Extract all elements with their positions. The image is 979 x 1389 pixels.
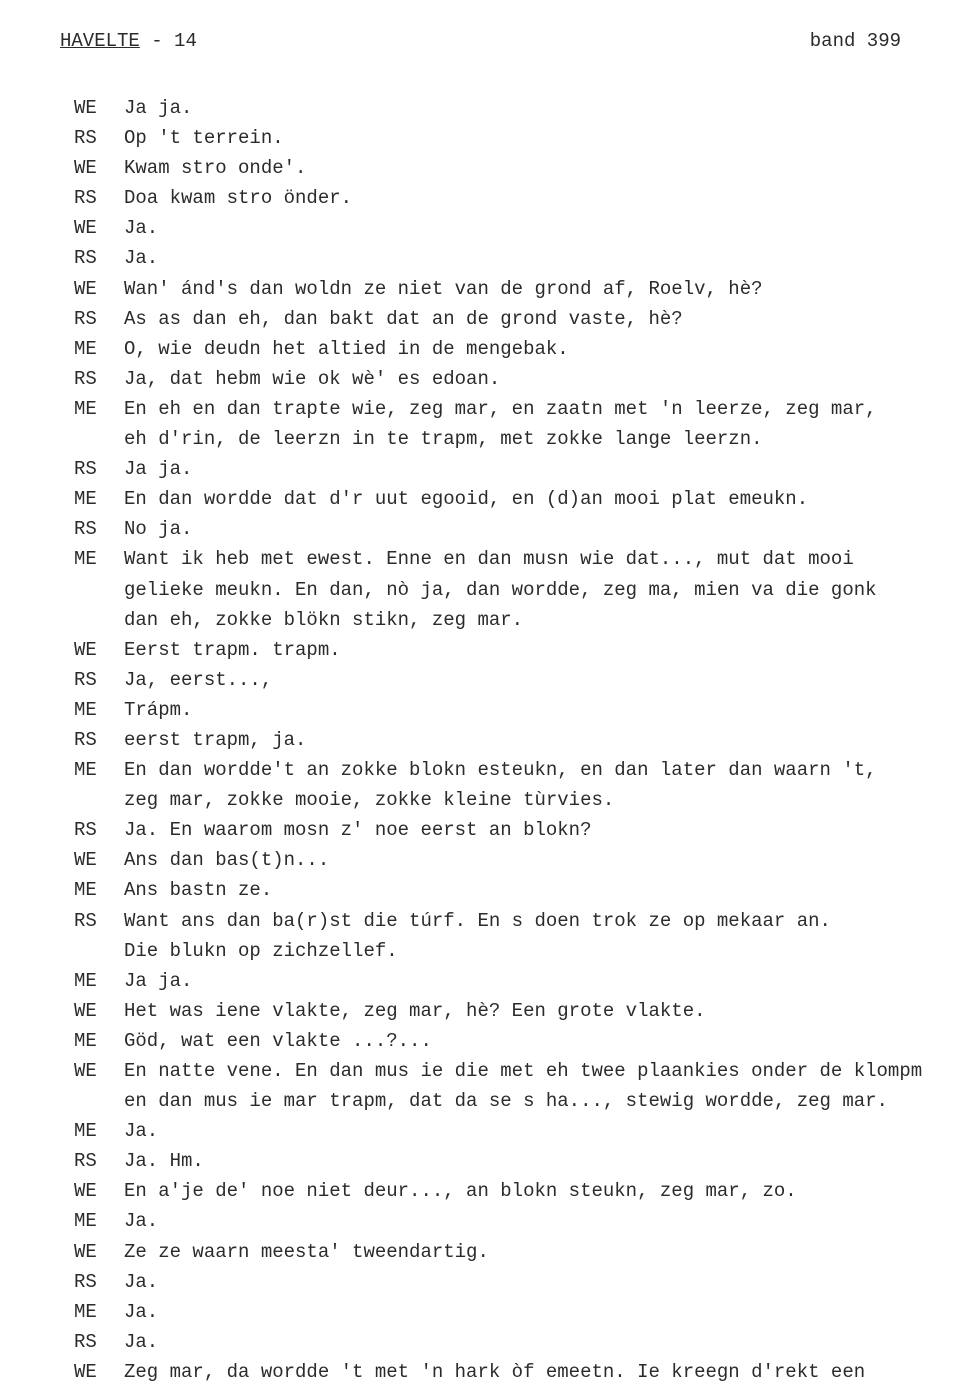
speaker-label: WE	[74, 849, 97, 872]
utterance	[124, 364, 979, 394]
speaker-label: ME	[74, 698, 97, 721]
utterance-line: Ja ja.	[124, 97, 193, 119]
transcript-turn	[74, 514, 979, 544]
utterance-line: En dan wordde't an zokke blokn esteukn, en dan later dan waarn 't,	[124, 759, 877, 782]
transcript-turn	[74, 1237, 979, 1267]
transcript-turn	[74, 845, 979, 875]
transcript-turn	[74, 484, 979, 514]
transcript-turn	[74, 213, 979, 243]
utterance	[124, 665, 979, 695]
speaker-label: RS	[74, 1150, 97, 1173]
utterance	[124, 123, 979, 153]
utterance	[124, 1146, 979, 1176]
speaker-label: WE	[74, 999, 97, 1022]
speaker-label: WE	[74, 277, 97, 300]
utterance-line: en dan mus ie mar trapm, dat da se s ha..., stewig wordde, zeg mar.	[124, 1090, 888, 1113]
speaker-label: ME	[74, 397, 97, 420]
transcript-turn	[74, 966, 979, 996]
speaker-label: RS	[74, 307, 97, 330]
utterance-line: En dan wordde dat d'r uut egooid, en (d)an mooi plat emeukn.	[124, 488, 809, 511]
speaker-label: WE	[74, 157, 97, 180]
utterance-line: En eh en dan trapte wie, zeg mar, en zaatn met 'n leerze, zeg mar,	[124, 397, 877, 420]
utterance	[124, 1056, 979, 1116]
utterance	[124, 1297, 979, 1327]
utterance-line: En a'je de' noe niet deur..., an blokn steukn, zeg mar, zo.	[124, 1180, 797, 1203]
speaker-label: ME	[74, 1210, 97, 1233]
transcript-turn	[74, 544, 979, 634]
transcript-turn	[74, 695, 979, 725]
speaker-label: ME	[74, 1300, 97, 1323]
utterance-line: Doa kwam stro önder.	[124, 187, 353, 210]
utterance	[124, 1026, 979, 1056]
utterance-line: As as dan eh, dan bakt dat an de grond vaste, hè?	[124, 307, 683, 330]
utterance	[124, 966, 979, 996]
speaker-label: WE	[74, 1240, 97, 1263]
speaker-label: RS	[74, 458, 97, 481]
utterance-line: Wan' ánd's dan woldn ze niet van de grond af, Roelv, hè?	[124, 277, 763, 300]
utterance	[124, 1267, 979, 1297]
speaker-label: ME	[74, 488, 97, 511]
transcript-turn	[74, 123, 979, 153]
speaker-label: ME	[74, 1029, 97, 1052]
transcript-turn	[74, 1267, 979, 1297]
utterance	[124, 514, 979, 544]
utterance-line: eerst trapm, ja.	[124, 728, 307, 751]
utterance	[124, 334, 979, 364]
utterance-line: Ja.	[124, 1300, 159, 1323]
utterance	[124, 394, 979, 454]
speaker-label: ME	[74, 548, 97, 571]
page-header	[60, 30, 901, 60]
utterance	[124, 1206, 979, 1236]
speaker-label: RS	[74, 909, 97, 932]
speaker-label: ME	[74, 337, 97, 360]
utterance	[124, 845, 979, 875]
utterance	[124, 213, 979, 243]
transcript-turn	[74, 1327, 979, 1357]
transcript-turn	[74, 454, 979, 484]
transcript-turn	[74, 1056, 979, 1116]
transcript-turn	[74, 153, 979, 183]
utterance	[124, 1237, 979, 1267]
utterance-line: Ja.	[124, 1120, 159, 1143]
speaker-label: ME	[74, 759, 97, 782]
utterance-line: eh d'rin, de leerzn in te trapm, met zokke lange leerzn.	[124, 428, 763, 451]
utterance	[124, 695, 979, 725]
speaker-label: WE	[74, 217, 97, 240]
transcript-turn	[74, 665, 979, 695]
utterance-line: No ja.	[124, 518, 193, 541]
utterance	[124, 755, 979, 815]
utterance-line: En natte vene. En dan mus ie die met eh twee plaankies onder de klompm	[124, 1060, 923, 1082]
utterance	[124, 725, 979, 755]
utterance-line: O, wie deudn het altied in de mengebak.	[124, 337, 569, 360]
speaker-label: WE	[74, 97, 97, 119]
utterance-line: Ans bastn ze.	[124, 879, 273, 902]
transcript-turn	[74, 1206, 979, 1236]
transcript	[74, 93, 979, 1387]
utterance	[124, 906, 979, 966]
utterance	[124, 274, 979, 304]
speaker-label: RS	[74, 518, 97, 541]
speaker-label: WE	[74, 1360, 97, 1383]
utterance	[124, 815, 979, 845]
utterance	[124, 1327, 979, 1357]
speaker-label: RS	[74, 819, 97, 842]
speaker-label: RS	[74, 1270, 97, 1293]
transcript-turn	[74, 755, 979, 815]
transcript-turn	[74, 815, 979, 845]
speaker-label: RS	[74, 187, 97, 210]
utterance	[124, 1176, 979, 1206]
transcript-turn	[74, 875, 979, 905]
utterance-line: gelieke meukn. En dan, nò ja, dan wordde, zeg ma, mien va die gonk	[124, 578, 877, 601]
transcript-turn	[74, 635, 979, 665]
header-separator: -	[139, 30, 175, 52]
utterance	[124, 635, 979, 665]
utterance-line: Trápm.	[124, 698, 193, 721]
utterance-line: dan eh, zokke blökn stikn, zeg mar.	[124, 608, 524, 631]
utterance-line: Op 't terrein.	[124, 127, 284, 150]
utterance-line: Ja ja.	[124, 969, 193, 992]
utterance	[124, 875, 979, 905]
transcript-turn	[74, 1026, 979, 1056]
speaker-label: WE	[74, 1180, 97, 1203]
transcript-turn	[74, 364, 979, 394]
header-band: band 399	[809, 30, 901, 52]
utterance	[124, 484, 979, 514]
utterance-line: zeg mar, zokke mooie, zokke kleine tùrvies.	[124, 789, 615, 812]
transcript-turn	[74, 183, 979, 213]
utterance-line: Want ans dan ba(r)st die túrf. En s doen trok ze op mekaar an.	[124, 909, 831, 932]
utterance	[124, 1357, 979, 1387]
utterance-line: Ja ja.	[124, 458, 193, 481]
speaker-label: RS	[74, 1330, 97, 1353]
speaker-label: RS	[74, 247, 97, 270]
utterance-line: Ja.	[124, 1330, 159, 1353]
transcript-turn	[74, 304, 979, 334]
utterance-line: Ans dan bas(t)n...	[124, 849, 330, 872]
speaker-label: RS	[74, 127, 97, 150]
utterance-line: Eerst trapm. trapm.	[124, 638, 341, 661]
transcript-turn	[74, 906, 979, 966]
transcript-turn	[74, 394, 979, 454]
utterance	[124, 153, 979, 183]
transcript-turn	[74, 93, 979, 123]
transcript-turn	[74, 243, 979, 273]
header-place: HAVELTE	[60, 30, 140, 52]
speaker-label: ME	[74, 879, 97, 902]
transcript-turn	[74, 1146, 979, 1176]
utterance	[124, 454, 979, 484]
utterance	[124, 93, 979, 123]
utterance	[124, 304, 979, 334]
header-page-number: 14	[174, 30, 197, 52]
utterance	[124, 183, 979, 213]
utterance	[124, 996, 979, 1026]
utterance	[124, 243, 979, 273]
utterance-line: Ja.	[124, 247, 159, 270]
utterance-line: Want ik heb met ewest. Enne en dan musn wie dat..., mut dat mooi	[124, 548, 854, 571]
utterance-line: Ja. En waarom mosn z' noe eerst an blokn?	[124, 819, 592, 842]
utterance	[124, 544, 979, 634]
utterance-line: Die blukn op zichzellef.	[124, 939, 398, 962]
utterance-line: Het was iene vlakte, zeg mar, hè? Een grote vlakte.	[124, 999, 706, 1022]
utterance-line: Ja.	[124, 217, 159, 240]
utterance-line: Ja, dat hebm wie ok wè' es edoan.	[124, 367, 501, 390]
speaker-label: WE	[74, 638, 97, 661]
utterance-line: Kwam stro onde'.	[124, 157, 307, 180]
speaker-label: RS	[74, 728, 97, 751]
utterance-line: Ja. Hm.	[124, 1150, 204, 1173]
speaker-label: RS	[74, 367, 97, 390]
utterance-line: Zeg mar, da wordde 't met 'n hark òf emeetn. Ie kreegn d'rekt een	[124, 1360, 866, 1383]
utterance-line: Ja.	[124, 1270, 159, 1293]
transcript-turn	[74, 996, 979, 1026]
utterance-line: Ze ze waarn meesta' tweendartig.	[124, 1240, 489, 1263]
transcript-turn	[74, 1176, 979, 1206]
utterance-line: Ja.	[124, 1210, 159, 1233]
speaker-label: ME	[74, 1120, 97, 1143]
utterance-line: Ja, eerst...,	[124, 668, 273, 691]
transcript-turn	[74, 1357, 979, 1387]
utterance-line: Göd, wat een vlakte ...?...	[124, 1029, 432, 1052]
utterance	[124, 1116, 979, 1146]
speaker-label: ME	[74, 969, 97, 992]
transcript-turn	[74, 725, 979, 755]
header-title	[60, 30, 197, 52]
transcript-turn	[74, 274, 979, 304]
transcript-turn	[74, 1297, 979, 1327]
speaker-label: RS	[74, 668, 97, 691]
transcript-turn	[74, 334, 979, 364]
transcript-turn	[74, 1116, 979, 1146]
speaker-label: WE	[74, 1060, 97, 1082]
